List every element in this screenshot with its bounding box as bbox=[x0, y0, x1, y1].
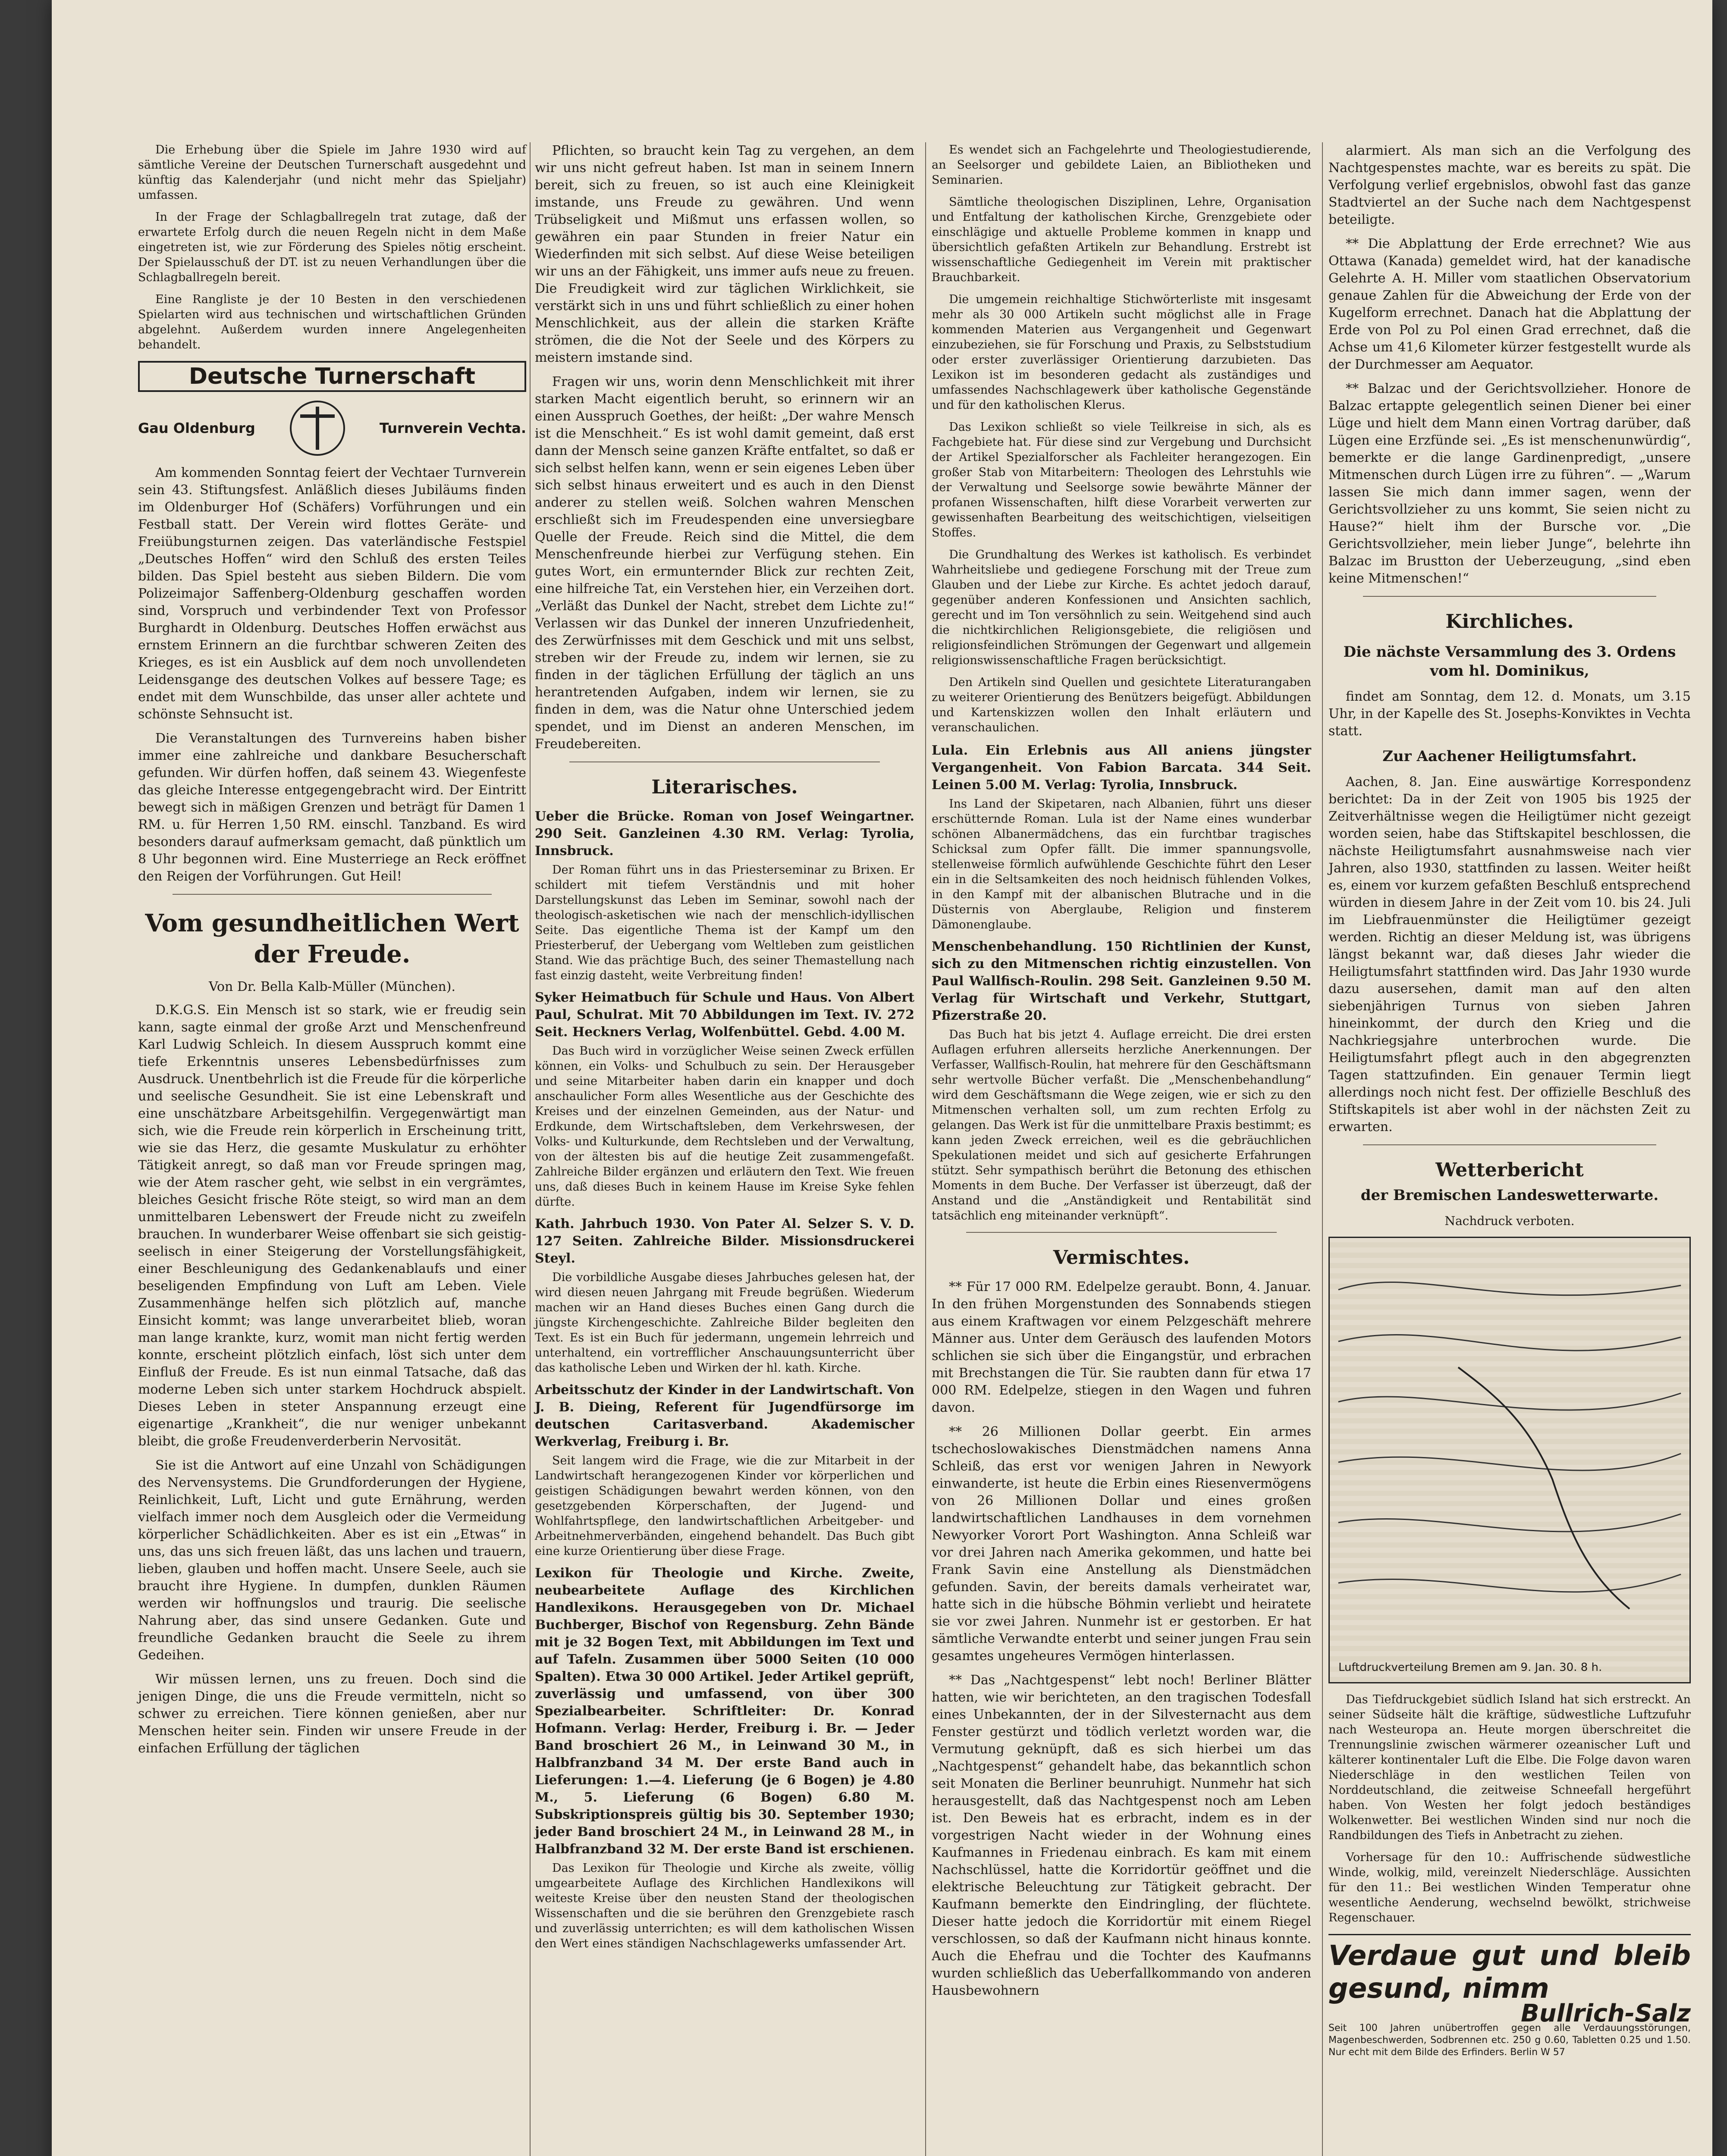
book-entry bbox=[932, 938, 1311, 1223]
book-entry bbox=[535, 1216, 914, 1376]
subheading: Zur Aachener Heiligtumsfahrt. bbox=[1382, 748, 1637, 765]
paragraph: Die umgemein reichhaltige Stichwörterliste mit insgesamt mehr als 30 000 Artikeln sucht möglichst alle in Frage kommenden Materien aus Vergangenheit und Gegenwart einzubeziehen, sie für Forschung und Praxis, zu Selbststudium oder erster zuverlässiger Orientierung darzubieten. Das Lexikon ist im besonderen gedacht als zuständiges und umfassendes Nachschlagewerk über katholische Gegenstände und für den katholischen Klerus. bbox=[932, 293, 1311, 412]
divider bbox=[569, 761, 880, 762]
book-review: Das Buch wird in vorzüglicher Weise seinen Zweck erfüllen können, ein Volks- und Schulbuch zu sein. Der Herausgeber und seine Mitarbeiter haben darin ein knapper und doch anschaulicher Form alles Wesentliche aus der Geschichte des Kreises und der einzelnen Gemeinden, aus der Natur- und Erdkunde, dem Wirtschaftsleben, dem Verkehrswesen, der Volks- und Kulturkunde, dem Rechtsleben und der Verwaltung, von der ältesten bis auf die heutige Zeit zusammengefaßt. Zahlreiche Bilder ergänzen und erläutern den Text. Wie freuen uns, daß dieses Buch in keinem Hause im Kreise Syke fehlen dürfte. bbox=[535, 1044, 914, 1209]
paragraph: Die Veranstaltungen des Turnvereins haben bisher immer eine zahlreiche und dankbare Besucherschaft gefunden. Wir dürfen hoffen, daß seinem 43. Wiegenfeste das gleiche Interesse entgegengebracht wird. Der Eintritt bewegt sich in mäßigen Grenzen und beträgt für Damen 1 RM. u. für Herren 1,50 RM. einschl. Tanzband. Es wird besonders darauf aufmerksam gemacht, daß pünktlich um 8 Uhr begonnen wird. Eine Musterriege an Reck eröffnet den Reigen der Vorführungen. Gut Heil! bbox=[138, 731, 526, 884]
book-title: Syker Heimatbuch für Schule und Haus. Von Albert Paul, Schulrat. Mit 70 Abbildungen im Text. IV. 272 Seit. Heckners Verlag, Wolfenbüttel. Gebd. 4.00 M. bbox=[535, 990, 914, 1040]
book-entry bbox=[932, 742, 1311, 932]
verein-label: Turnverein Vechta. bbox=[379, 420, 526, 436]
book-title: Menschenbehandlung. 150 Richtlinien der Kunst, sich zu den Mitmenschen richtig einzustellen. Von Paul Wallfisch-Roulin. 298 Seit. Ganzleinen 9.50 M. Verlag für Wirtschaft und Verkehr, Stuttgart, Pfizerstraße 20. bbox=[932, 939, 1311, 1023]
book-title: Kath. Jahrbuch 1930. Von Pater Al. Selzer S. V. D. 127 Seiten. Zahlreiche Bilder. Missionsdruckerei Steyl. bbox=[535, 1216, 914, 1266]
paragraph: Pflichten, so braucht kein Tag zu vergehen, an dem wir uns nicht gefreut haben. Ist man in seinem Innern bereit, sich zu freuen, so ist auch eine Kleinigkeit imstande, uns Freude zu gewähren. Und wenn Trübseligkeit und Mißmut uns erfassen wollen, so gewähren ein paar Stunden in freier Natur ein Wiederfinden mit sich selbst. Auf diese Weise beteiligen wir uns an der Fähigkeit, uns immer aufs neue zu freuen. Die Freudigkeit wird zur täglichen Wirklichkeit, sie verstärkt sich in uns und führt schließlich zu einer hohen Menschlichkeit, aus der allein die starken Kräfte strömen, die die Not der Seele und des Körpers zu meistern imstande sind. bbox=[535, 143, 914, 365]
article-heading: Vom gesundheitlichen Wert der Freude. bbox=[145, 909, 519, 968]
divider bbox=[1363, 1144, 1656, 1145]
byline: Von Dr. Bella Kalb-Müller (München). bbox=[208, 979, 455, 994]
paragraph: Die Erhebung über die Spiele im Jahre 1930 wird auf sämtliche Vereine der Deutschen Turnerschaft ausgedehnt und künftig das Kalenderjahr (und nicht mehr das Spieljahr) umfassen. bbox=[138, 143, 526, 202]
book-review: Seit langem wird die Frage, wie die zur Mitarbeit in der Landwirtschaft herangezogenen Kinder vor körperlichen und geistigen Schädigungen bewahrt werden können, von den gesetzgebenden Körperschaften, der Jugend- und Wohlfahrtspflege, den landwirtschaftlichen Arbeitgeber- und Arbeitnehmerverbänden, eingehend behandelt. Das Buch gibt eine kurze Orientierung über diese Frage. bbox=[535, 1454, 914, 1558]
book-review: Ins Land der Skipetaren, nach Albanien, führt uns dieser erschütternde Roman. Lula ist der Name eines wunderbar schönen Albanermädchens, das ein furchtbar tragisches Schicksal zum Opfer fällt. Die immer spannungsvolle, stellenweise förmlich aufwühlende Geschichte führt den Leser ein in die Seltsamkeiten des noch heidnisch fühlenden Volkes, in den Kampf mit der albanischen Blutrache und in die Düsternis von Aberglaube, Religion und finsterem Dämonenglaube. bbox=[932, 797, 1311, 931]
news-item: ** Für 17 000 RM. Edelpelze geraubt. Bonn, 4. Januar. In den frühen Morgenstunden des Sonnabends stiegen aus einem Kraftwagen vor einem Pelzgeschäft mehrere Männer aus. Unter dem Geräusch des laufenden Motors schlichen sie sich über die Eingangstür, und erbrachen mit Brechstangen die Tür. Sie raubten dann für etwa 17 000 RM. Edelpelze, stiegen in den Wagen und fuhren davon. bbox=[932, 1279, 1311, 1415]
newspaper-page bbox=[52, 0, 1712, 2156]
nachdruck-note: Nachdruck verboten. bbox=[1444, 1214, 1575, 1228]
book-review: Der Roman führt uns in das Priesterseminar zu Brixen. Er schildert mit tiefem Verständnis und mit hoher Darstellungskunst das Leben im Seminar, sowohl nach der theologisch-asketischen wie nach der menschlich-idyllischen Seite. Das eigentliche Thema ist der Kampf um den Priesterberuf, der Uebergang vom Weltleben zum geistlichen Stand. Wie das prächtige Buch, des seiner Themastellung nach fast einzig dasteht, weite Verbreitung finden! bbox=[535, 863, 914, 982]
book-entry bbox=[535, 989, 914, 1210]
book-entry bbox=[535, 1382, 914, 1559]
ad-fineprint: Seit 100 Jahren unübertroffen gegen alle Verdauungsstörungen, Magenbeschwerden, Sodbrennen etc. 250 g 0.60, Tabletten 0.25 und 1.50. Nur echt mit dem Bilde des Erfinders. Berlin W 57 bbox=[1328, 2023, 1691, 2058]
column-3 bbox=[932, 142, 1311, 2006]
book-title: Arbeitsschutz der Kinder in der Landwirtschaft. Von J. B. Dieing, Referent für Jugendfürsorge im deutschen Caritasverband. Akademischer Werkverlag, Freiburg i. Br. bbox=[535, 1382, 914, 1449]
news-item: ** Das „Nachtgespenst“ lebt noch! Berliner Blätter hatten, wie wir berichteten, an den tragischen Todesfall eines Unbekannten, der in der Silvesternacht aus dem Fenster gestürzt und tödlich verletzt worden war, die Vermutung geknüpft, daß es sich hierbei um das „Nachtgespenst“ gehandelt habe, das bekanntlich schon seit Monaten die Berliner beunruhigt. Nunmehr hat sich herausgestellt, daß das Nachtgespenst noch am Leben ist. Den Beweis hat es erbracht, indem es in der vorgestrigen Nacht wieder in der Wohnung eines Kaufmannes in Friedenau einbrach. Es kam mit einem Nachschlüssel, hatte die Korridortür geöffnet und die elektrische Beleuchtung zur Tätigkeit gebracht. Der Kaufmann bemerkte den Eindringling, der flüchtete. Dieser hatte jedoch die Korridortür mit einem Riegel verschlossen, so daß der Kaufmann nicht hinaus konnte. Auch die Ehefrau und die Tochter des Kaufmanns wurden schließlich das Ueberfallkommando von anderen Hausbewohnern bbox=[932, 1673, 1311, 1998]
paragraph: Fragen wir uns, worin denn Menschlichkeit mit ihrer starken Macht eigentlich beruht, so erinnern wir an einen Ausspruch Goethes, der heißt: „Der wahre Mensch ist die Menschheit.“ Es ist wohl damit gemeint, daß erst dann der Mensch seine ganzen Kräfte entfaltet, so daß er sich selbst helfen kann, wenn er sein eigenes Leben über sich selbst hinaus erweitert und es auch in den Dienst anderer zu stellen weiß. Solchen wahren Menschen erschließt sich im Freudespenden eine unversiegbare Quelle der Freude. Reich sind die Mittel, die dem Menschenfreunde hierbei zur Verfügung stehen. Ein gutes Wort, ein ermunternder Blick zur rechten Zeit, eine hilfreiche Tat, ein Verstehen hier, ein Verzeihen dort. „Verläßt das Dunkel der Nacht, strebet dem Lichte zu!“ Verlassen wir das Dunkel der inneren Unzufriedenheit, des Zerwürfnisses mit dem Geschick und mit uns selbst, streben wir der Freude zu, indem wir lernen, sie zu finden in der täglichen Erfüllung der täglich an uns herantretenden Aufgaben, indem wir lernen, sie zu finden in dem, was die Natur ohne Unterschied jedem spendet, und im Dienst an anderen Menschen, im Freudebereiten. bbox=[535, 374, 915, 752]
news-item: ** Die Abplattung der Erde errechnet? Wie aus Ottawa (Kanada) gemeldet wird, hat der kanadische Gelehrte A. H. Miller vom staatlichen Observatorium genaue Zahlen für die Abweichung der Erde von der Kugelform errechnet. Danach hat die Abplattung der Erde von Pol zu Pol einen Grad errechnet, daß die Achse um 41,6 Kilometer kürzer festgestellt wurde als der Durchmesser am Aequator. bbox=[1328, 236, 1691, 372]
weather-map-isobars-icon bbox=[1330, 1238, 1689, 1682]
book-review: Das Lexikon für Theologie und Kirche als zweite, völlig umgearbeitete Auflage des Kirchlichen Handlexikons will weiteste Kreise über den neusten Stand der theologischen Wissenschaften und die sie berühren den Grenzgebiete rasch und zuverlässig unterrichten; es will dem katholischen Wissen den Wert eines ständigen Nachschlagewerks umfassender Art. bbox=[535, 1861, 914, 1950]
paragraph: Sie ist die Antwort auf eine Unzahl von Schädigungen des Nervensystems. Die Grundforderungen der Hygiene, Reinlichkeit, Luft, Licht und gute Ernährung, werden vielfach immer noch dem Ausgleich oder die Vermeidung körperlicher Schädlichkeiten. Aber es ist ein „Etwas“ in uns, das uns sich freuen läßt, das uns lachen und trauern, lieben, glauben und hoffen macht. Unsere Seele, auch sie braucht ihre Hygiene. In dumpfen, dunklen Räumen werden wir hoffnungslos und traurig. Die seelische Nahrung aber, das sind unsere Gedanken. Gute und freundliche Gedanken braucht die Seele zu ihrem Gedeihen. bbox=[138, 1458, 526, 1663]
divider bbox=[173, 894, 492, 895]
book-review: Die vorbildliche Ausgabe dieses Jahrbuches gelesen hat, der wird diesen neuen Jahrgang mit Freude begrüßen. Wiederum machen wir an Hand dieses Buches einen Gang durch die jüngste Kirchengeschichte. Zahlreiche Bilder begleiten den Text. Es ist ein Buch für jedermann, ungemein lehrreich und unterhaltend, ein vortrefflicher Anschauungsunterricht über das katholische Leben und Wirken der hl. kath. Kirche. bbox=[535, 1271, 914, 1375]
column-2 bbox=[535, 142, 914, 1957]
book-title: Ueber die Brücke. Roman von Josef Weingartner. 290 Seit. Ganzleinen 4.30 RM. Verlag: Tyrolia, Innsbruck. bbox=[535, 809, 914, 859]
section-heading: Kirchliches. bbox=[1445, 611, 1574, 633]
paragraph: Sämtliche theologischen Disziplinen, Lehre, Organisation und Entfaltung der katholischen Kirche, Grenzgebiete oder einschlägige und aktuelle Probleme kommen in knapp und übersichtlich gefaßten Artikeln zur Behandlung. Erstrebt ist wissenschaftliche Gediegenheit im Verein mit praktischer Brauchbarkeit. bbox=[932, 195, 1311, 284]
ad-slogan: Verdaue gut und bleib gesund, nimm bbox=[1328, 1940, 1691, 2005]
paragraph: findet am Sonntag, dem 12. d. Monats, um 3.15 Uhr, in der Kapelle des St. Josephs-Konviktes in Vechta statt. bbox=[1328, 689, 1691, 739]
book-title: Lula. Ein Erlebnis aus All aniens jüngster Vergangenheit. Von Fabion Barcata. 344 Seit. Leinen 5.00 M. Verlag: Tyrolia, Innsbruck. bbox=[932, 743, 1311, 793]
column-1 bbox=[138, 142, 526, 1764]
paragraph: Wir müssen lernen, uns zu freuen. Doch sind die jenigen Dinge, die uns die Freude vermitteln, nicht so schwer zu erreichen. Tiere können genießen, aber nur Menschen heiter sein. Finden wir unsere Freude in der einfachen Erfüllung der täglichen bbox=[138, 1672, 526, 1756]
turnerschaft-header bbox=[138, 401, 526, 456]
gau-label: Gau Oldenburg bbox=[138, 420, 255, 436]
paragraph: alarmiert. Als man sich an die Verfolgung des Nachtgespenstes machte, war es bereits zu spät. Die Verfolgung verlief ergebnislos, obwohl fast das ganze Stadtviertel an der Suche nach dem Nachtgespenst beteiligte. bbox=[1328, 143, 1691, 227]
section-heading: Wetterbericht bbox=[1435, 1159, 1584, 1181]
ad-brand: Bullrich-Salz bbox=[1521, 1999, 1691, 2028]
paragraph: Das Lexikon schließt so viele Teilkreise in sich, als es Fachgebiete hat. Für diese sind zur Vergebung und Durchsicht der Artikel Spezialforscher als Fachleiter herangezogen. Ein großer Stab von Mitarbeitern: Theologen des Lehrstuhls wie der Verwaltung und Seelsorge sowie bewährte Männer der profanen Wissenschaften, hilft diese Vorarbeit verwerten zur gewissenhaften Bearbeitung des weitschichtigen, vielseitigen Stoffes. bbox=[932, 420, 1311, 539]
news-item: ** 26 Millionen Dollar geerbt. Ein armes tschechoslowakisches Dienstmädchen namens Anna Schleiß, das erst vor wenigen Jahren in Newyork einwanderte, ist heute die Erbin eines Riesenvermögens von 26 Millionen Dollar und eines großen landwirtschaftlichen Landhauses in dem vornehmen Newyorker Vorort Port Washington. Anna Schleiß war vor drei Jahren nach Amerika gekommen, und hatte bei Frank Savin eine Anstellung als Dienstmädchen gefunden. Savin, der bereits damals verheiratet war, hatte sich in die hübsche Böhmin verliebt und heiratete sie vor zwei Jahren. Nunmehr ist er gestorben. Er hat sämtliche Verwandte enterbt und seiner jungen Frau sein gesamtes ungeheures Vermögen hinterlassen. bbox=[932, 1424, 1311, 1664]
section-heading: Literarisches. bbox=[651, 776, 798, 798]
paragraph: Das Tiefdruckgebiet südlich Island hat sich erstreckt. An seiner Südseite hält die kräftige, südwestliche Luftzufuhr nach Westeuropa an. Heute morgen überschreitet die Trennungslinie zwischen wärmerer ozeanischer Luft und kälterer kontinentaler Luft die Elbe. Die Folge davon waren Niederschläge in den westlichen Teilen von Norddeutschland, die zeitweise Schneefall hergeführt haben. Von Westen her folgt jedoch beständiges Wolkenwetter. Bei westlichen Winden sind nur noch die Randbildungen des Tiefs in Anbetracht zu ziehen. bbox=[1328, 1693, 1691, 1842]
subheading: der Bremischen Landeswetterwarte. bbox=[1360, 1187, 1659, 1204]
column-4 bbox=[1328, 142, 1691, 2059]
forecast: Vorhersage für den 10.: Auffrischende südwestliche Winde, wolkig, mild, vereinzelt Niederschläge. Aussichten für den 11.: Bei westlichen Winden Temperatur ohne wesentliche Aenderung, wechselnd bewölkt, strichweise Regenschauer. bbox=[1328, 1851, 1691, 1924]
subheading: Die nächste Versammlung des 3. Ordens vom hl. Dominikus, bbox=[1343, 643, 1676, 680]
book-entry bbox=[535, 808, 914, 983]
divider bbox=[966, 1232, 1277, 1233]
turner-logo-icon bbox=[290, 401, 345, 456]
paragraph: Es wendet sich an Fachgelehrte und Theologiestudierende, an Seelsorger und gebildete Laien, an Bibliotheken und Seminarien. bbox=[932, 143, 1311, 187]
paragraph: Aachen, 8. Jan. Eine auswärtige Korrespondenz berichtet: Da in der Zeit von 1905 bis 1925 der Zeitverhältnisse wegen die Heiligtümer nicht gezeigt worden seien, habe das Stiftskapitel beschlossen, die nächste Heiligtumsfahrt ausnahmsweise nach vier Jahren, also 1930, stattfinden zu lassen. Weiter heißt es, einem vor kurzem gefaßten Beschluß entsprechend würden in diesem Jahre in der Zeit vom 10. bis 24. Juli im Liebfrauenmünster die Heiligtümer gezeigt werden. Richtig an dieser Meldung ist, was übrigens längst bekannt war, daß dieses Jahr wieder die Heiligtumsfahrt stattfinden wird. Das Jahr 1930 wurde dazu ausersehen, damit man auf den alten siebenjährigen Turnus von sieben Jahren hineinkommt, der durch den Krieg und die Nachkriegsjahre unterbrochen wurde. Die Heiligtumsfahrt pflegt auch in den abgegrenzten Tagen stattzufinden. Ein genauer Termin liegt allerdings noch nicht fest. Der offizielle Beschluß des Stiftskapitels ist aber wohl in der nächsten Zeit zu erwarten. bbox=[1328, 774, 1691, 1134]
book-entry bbox=[535, 1565, 914, 1951]
paragraph: Eine Rangliste je der 10 Besten in den verschiedenen Spielarten wird aus technischen und wirtschaftlichen Gründen abgelehnt. Außerdem wurden innere Angelegenheiten behandelt. bbox=[138, 293, 526, 351]
map-caption: Luftdruckverteilung Bremen am 9. Jan. 30. 8 h. bbox=[1338, 1661, 1602, 1674]
news-item: ** Balzac und der Gerichtsvollzieher. Honore de Balzac ertappte gelegentlich seinen Diener bei einer Lüge und hielt dem Mann einen Vortrag darüber, daß Lügen eine Erzfünde sei. „Es ist menschenunwürdig“, bemerkte er die lange Gardinenpredigt, „unsere Mitmenschen durch Lügen irre zu führen“. — „Warum lassen Sie mich dann immer sagen, wenn der Gerichtsvollzieher zu uns kommt, Sie seien nicht zu Hause?“ hielt ihm der Bursche vor. „Die Gerichtsvollzieher, mein lieber Junge“, belehrte ihn Balzac im Brustton der Ueberzeugung, „sind eben keine Mitmenschen!“ bbox=[1328, 381, 1691, 586]
column-rule bbox=[530, 142, 531, 2156]
book-title: Lexikon für Theologie und Kirche. Zweite, neubearbeitete Auflage des Kirchlichen Handlexikons. Herausgegeben von Dr. Michael Buchberger, Bischof von Regensburg. Zehn Bände mit je 32 Bogen Text, mit Abbildungen im Text und auf Tafeln. Zusammen über 5000 Seiten (10 000 Spalten). Etwa 30 000 Artikel. Jeder Artikel geprüft, zuverlässig und umfassend, von über 300 Spezialbearbeiter. Schriftleiter: Dr. Konrad Hofmann. Verlag: Herder, Freiburg i. Br. — Jeder Band broschiert 26 M., in Leinwand 30 M., in Halbfranzband 34 M. Der erste Band auch in Lieferungen: 1.—4. Lieferung (je 6 Bogen) je 4.80 M., 5. Lieferung (6 Bogen) 6.80 M. Subskriptionspreis gültig bis 30. September 1930; jeder Band broschiert 24 M., in Leinwand 28 M., in Halbfranzband 32 M. Der erste Band ist erschienen. bbox=[535, 1566, 914, 1857]
bullrich-salz-ad bbox=[1328, 1934, 1691, 2059]
paragraph: Am kommenden Sonntag feiert der Vechtaer Turnverein sein 43. Stiftungsfest. Anläßlich dieses Jubiläums finden im Oldenburger Hof (Schäfers) Vorführungen und ein Festball statt. Der Verein wird flottes Geräte- und Freiübungsturnen zeigen. Das vaterländische Festspiel „Deutsches Hoffen“ wird den Schluß des ersten Teiles bilden. Das Spiel besteht aus sieben Bildern. Die vom Polizeimajor Saffenberg-Oldenburg geschaffen worden sind, Vorspruch und verbindender Text von Professor Burghardt in Oldenburg. Deutsches Hoffen erwächst aus ernstem Erinnern an die furchtbar schweren Zeiten des Krieges, es ist ein Ausblick auf dem noch unvollendeten Leidensgange des deutschen Volkes auf bessere Tage; es endet mit dem Wunschbilde, das unser aller achtete und schönste Sehnsucht ist. bbox=[138, 465, 526, 722]
paragraph: D.K.G.S. Ein Mensch ist so stark, wie er freudig sein kann, sagte einmal der große Arzt und Menschenfreund Karl Ludwig Schleich. In diesem Ausspruch kommt eine tiefe Erkenntnis unseres Lebensbedürfnisses zum Ausdruck. Unentbehrlich ist die Freude für die körperliche und seelische Gesundheit. Sie ist eine Lebenskraft und eine unschätzbare Arbeitsgehilfin. Vergegenwärtigt man sich, wie die Freude rein körperlich in Erscheinung tritt, wie sie das Herz, die gesamte Muskulatur zu erhöhter Tätigkeit anregt, so daß man vor Freude springen mag, wie der Atem rascher geht, wie selbst in ein vergrämtes, bleiches Gesicht frische Röte steigt, so wird man an dem unmittelbaren Lebenswert der Freude nicht zu zweifeln brauchen. In wunderbarer Weise offenbart sie sich geistig-seelisch in einer Steigerung der Vorstellungsfähigkeit, einer Beschleunigung des Gedankenablaufs und einer beseligenden Empfindung von Luft am Leben. Viele Zusammenhänge helfen sich plötzlich auf, manche Einsicht kommt; was lange unverarbeitet blieb, woran man lange krankte, kurz, womit man nicht fertig werden konnte, erscheint plötzlich einfach, löst sich unter dem Einfluß der Freude. Es ist nun einmal Tatsache, daß das moderne Leben sich unter starkem Hochdruck abspielt. Dieses Leben in steter Anspannung erzeugt eine eigenartige „Krankheit“, die nur weniger unbekannt bleibt, die große Freudenverderberin Nervosität. bbox=[138, 1003, 526, 1449]
book-review: Das Buch hat bis jetzt 4. Auflage erreicht. Die drei ersten Auflagen erfuhren allerseits herzliche Anerkennungen. Der Verfasser, Wallfisch-Roulin, hat mehrere für den Geschäftsmann sehr wertvolle Bücher verfaßt. Die „Menschenbehandlung“ wird dem Geschäftsmann die Wege zeigen, wie er sich zu den Mitmenschen verhalten soll, um zum rechten Erfolg zu gelangen. Das Werk ist für die unmittelbare Praxis bestimmt; es kann jeden Zweck erreichen, weil es die gebräuchlichen Spekulationen meidet und sich auf gesicherte Erfahrungen stützt. Sehr sympathisch berührt die Betonung des ethischen Moments in dem Buche. Der Verfasser ist überzeugt, daß der Anstand und die „Anständigkeit und Rentabilität sind tatsächlich eng miteinander verknüpft“. bbox=[932, 1028, 1311, 1222]
column-rule bbox=[1322, 142, 1323, 2156]
divider bbox=[1363, 596, 1656, 597]
weather-map bbox=[1328, 1237, 1691, 1683]
paragraph: In der Frage der Schlagballregeln trat zutage, daß der erwartete Erfolg durch die neuen Regeln nicht in dem Maße eingetreten ist, wie zur Förderung des Spieles nötig erscheint. Der Spielausschuß der DT. ist zu neuen Verhandlungen über die Schlagballregeln bereit. bbox=[138, 210, 526, 284]
section-heading: Vermischtes. bbox=[1053, 1247, 1190, 1269]
turnerschaft-box-title: Deutsche Turnerschaft bbox=[138, 361, 526, 392]
paragraph: Die Grundhaltung des Werkes ist katholisch. Es verbindet Wahrheitsliebe und gediegene Forschung mit der Treue zum Glauben und der Liebe zur Kirche. Es achtet jedoch darauf, gegenüber anderen Konfessionen und Ansichten sachlich, gerecht und im Ton versöhnlich zu sein. Weitgehend sind auch die nichtkirchlichen Religionsgebiete, die religiösen und religionsfeindlichen Strömungen der Gegenwart und allgemein religionswissenschaftliche Fragen berücksichtigt. bbox=[932, 548, 1311, 667]
column-rule bbox=[925, 142, 926, 2156]
paragraph: Den Artikeln sind Quellen und gesichtete Literaturangaben zu weiterer Orientierung des Benützers beigefügt. Abbildungen und Kartenskizzen wollen den Inhalt erläutern und veranschaulichen. bbox=[932, 676, 1311, 734]
